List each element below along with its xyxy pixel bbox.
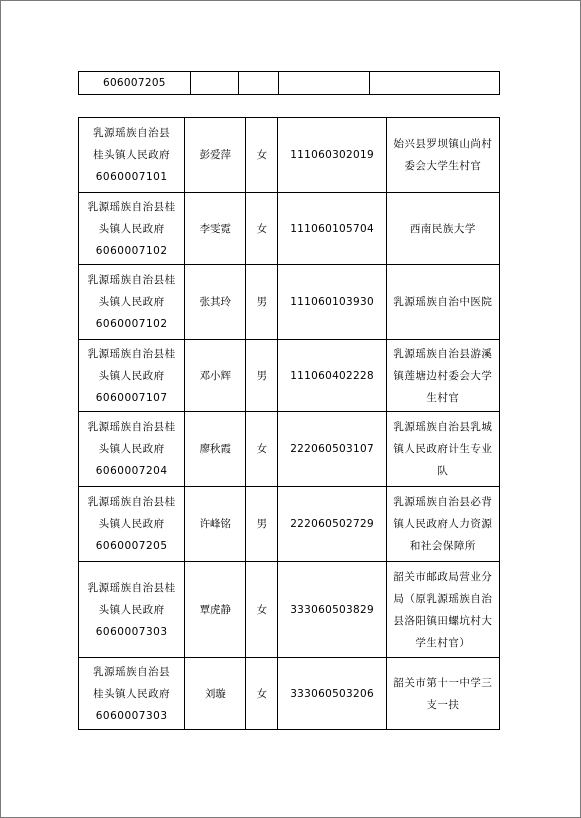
- work-unit-cell: [386, 193, 499, 265]
- sex-cell: [246, 193, 278, 265]
- table-row: [79, 193, 500, 265]
- table-row: [79, 265, 500, 340]
- candidate-sex: 男: [256, 296, 268, 308]
- unit-line2: 头镇人民政府: [98, 603, 165, 616]
- exam-id-cell: [278, 487, 386, 562]
- exam-id: 222060502729: [290, 518, 374, 530]
- sex-cell: [246, 487, 278, 562]
- unit-cell: [79, 562, 185, 658]
- continued-table-fragment: [78, 71, 500, 95]
- work-unit-cell: [386, 412, 499, 487]
- unit-line2: 桂头镇人民政府: [93, 149, 171, 161]
- unit-line2: 头镇人民政府: [98, 518, 165, 530]
- exam-id-cell: [278, 340, 386, 412]
- candidate-name: 覃虎静: [199, 603, 232, 616]
- sex-cell: [246, 340, 278, 412]
- candidate-table: [78, 117, 500, 730]
- unit-cell: [79, 118, 185, 193]
- table-row: [79, 340, 500, 412]
- work-unit-cell: [370, 72, 500, 95]
- sex-cell: [246, 658, 278, 730]
- name-cell: [185, 118, 246, 193]
- exam-id-cell: [278, 265, 386, 340]
- unit-code: 6060007101: [95, 171, 168, 183]
- unit-line1: 乳源瑶族自治县: [93, 127, 171, 139]
- unit-code: 6060007107: [95, 391, 168, 404]
- unit-cell: [79, 658, 185, 730]
- unit-code: 6060007303: [95, 709, 168, 722]
- unit-cell: [79, 193, 185, 265]
- exam-id-cell: [278, 193, 386, 265]
- unit-code: 6060007102: [95, 318, 168, 330]
- work-unit-cell: [386, 340, 499, 412]
- work-unit: 乳源瑶族自治中医院: [393, 296, 493, 308]
- exam-id: 111060402228: [290, 369, 374, 382]
- unit-line1: 乳源瑶族自治县桂: [87, 274, 176, 286]
- work-unit: 乳源瑶族自治县必背镇人民政府人力资源和社会保障所: [393, 496, 493, 552]
- exam-id-cell: [278, 658, 386, 730]
- unit-line1: 乳源瑶族自治县: [93, 665, 171, 678]
- candidate-table-body: [79, 118, 500, 730]
- exam-id-cell: [278, 562, 386, 658]
- work-unit: 始兴县罗坝镇山尚村委会大学生村官: [393, 138, 493, 172]
- name-cell: [185, 487, 246, 562]
- work-unit: 乳源瑶族自治县乳城镇人民政府计生专业队: [393, 421, 493, 477]
- exam-id: 111060105704: [290, 222, 374, 235]
- unit-line2: 头镇人民政府: [98, 222, 165, 235]
- work-unit-cell: [386, 265, 499, 340]
- exam-id: 333060503206: [290, 687, 374, 700]
- exam-id-cell: [278, 118, 386, 193]
- work-unit: 乳源瑶族自治县游溪镇莲塘边村委会大学生村官: [393, 347, 493, 404]
- unit-cell: [79, 412, 185, 487]
- unit-line1: 乳源瑶族自治县桂: [87, 421, 176, 433]
- work-unit: 西南民族大学: [409, 222, 476, 235]
- exam-id-cell: [279, 72, 370, 95]
- unit-line2: 头镇人民政府: [98, 443, 165, 455]
- name-cell: [185, 412, 246, 487]
- candidate-sex: 女: [256, 603, 268, 616]
- exam-id: 111060103930: [290, 296, 374, 308]
- table-row: [79, 118, 500, 193]
- name-cell: [185, 340, 246, 412]
- candidate-sex: 女: [256, 222, 268, 235]
- name-cell: [185, 658, 246, 730]
- candidate-name: 李雯霓: [199, 222, 232, 235]
- name-cell: [185, 562, 246, 658]
- unit-code-cell: 606007205: [79, 72, 191, 95]
- table-row: [79, 658, 500, 730]
- unit-line1: 乳源瑶族自治县桂: [87, 496, 176, 508]
- name-cell: [190, 72, 238, 95]
- table-row: [79, 72, 500, 95]
- exam-id-cell: [278, 412, 386, 487]
- candidate-sex: 女: [256, 149, 268, 161]
- unit-cell: [79, 340, 185, 412]
- unit-cell: [79, 487, 185, 562]
- unit-line2: 头镇人民政府: [98, 296, 165, 308]
- unit-line1: 乳源瑶族自治县桂: [87, 200, 176, 213]
- sex-cell: [246, 562, 278, 658]
- work-unit-cell: [386, 118, 499, 193]
- unit-line2: 头镇人民政府: [98, 369, 165, 382]
- candidate-name: 廖秋霞: [199, 443, 232, 455]
- unit-code: 6060007205: [95, 540, 168, 552]
- unit-line2: 桂头镇人民政府: [93, 687, 171, 700]
- candidate-name: 邓小辉: [199, 369, 232, 382]
- sex-cell: [246, 265, 278, 340]
- candidate-name: 许峰铭: [199, 518, 232, 530]
- candidate-sex: 女: [256, 443, 268, 455]
- unit-code: 6060007102: [95, 244, 168, 257]
- table-row: [79, 487, 500, 562]
- work-unit-cell: [386, 562, 499, 658]
- work-unit-cell: [386, 487, 499, 562]
- exam-id: 333060503829: [290, 603, 374, 616]
- candidate-sex: 女: [256, 687, 268, 700]
- candidate-name: 彭爱萍: [199, 149, 232, 161]
- unit-code: 6060007204: [95, 465, 168, 477]
- unit-cell: [79, 265, 185, 340]
- name-cell: [185, 265, 246, 340]
- candidate-sex: 男: [256, 518, 268, 530]
- work-unit: 韶关市第十一中学三支一扶: [393, 676, 493, 711]
- unit-line1: 乳源瑶族自治县桂: [87, 581, 176, 594]
- unit-code: 6060007303: [95, 625, 168, 638]
- sex-cell: [246, 412, 278, 487]
- sex-cell: [246, 118, 278, 193]
- work-unit: 韶关市邮政局营业分局（原乳源瑶族自治县洛阳镇田螺坑村大学生村官）: [393, 570, 493, 649]
- candidate-sex: 男: [256, 369, 268, 382]
- candidate-name: 张其玲: [199, 296, 232, 308]
- unit-line1: 乳源瑶族自治县桂: [87, 347, 176, 360]
- name-cell: [185, 193, 246, 265]
- exam-id: 222060503107: [290, 443, 374, 455]
- exam-id: 111060302019: [290, 149, 374, 161]
- candidate-name: 刘璇: [204, 687, 226, 700]
- work-unit-cell: [386, 658, 499, 730]
- table-row: [79, 412, 500, 487]
- table-row: [79, 562, 500, 658]
- sex-cell: [239, 72, 279, 95]
